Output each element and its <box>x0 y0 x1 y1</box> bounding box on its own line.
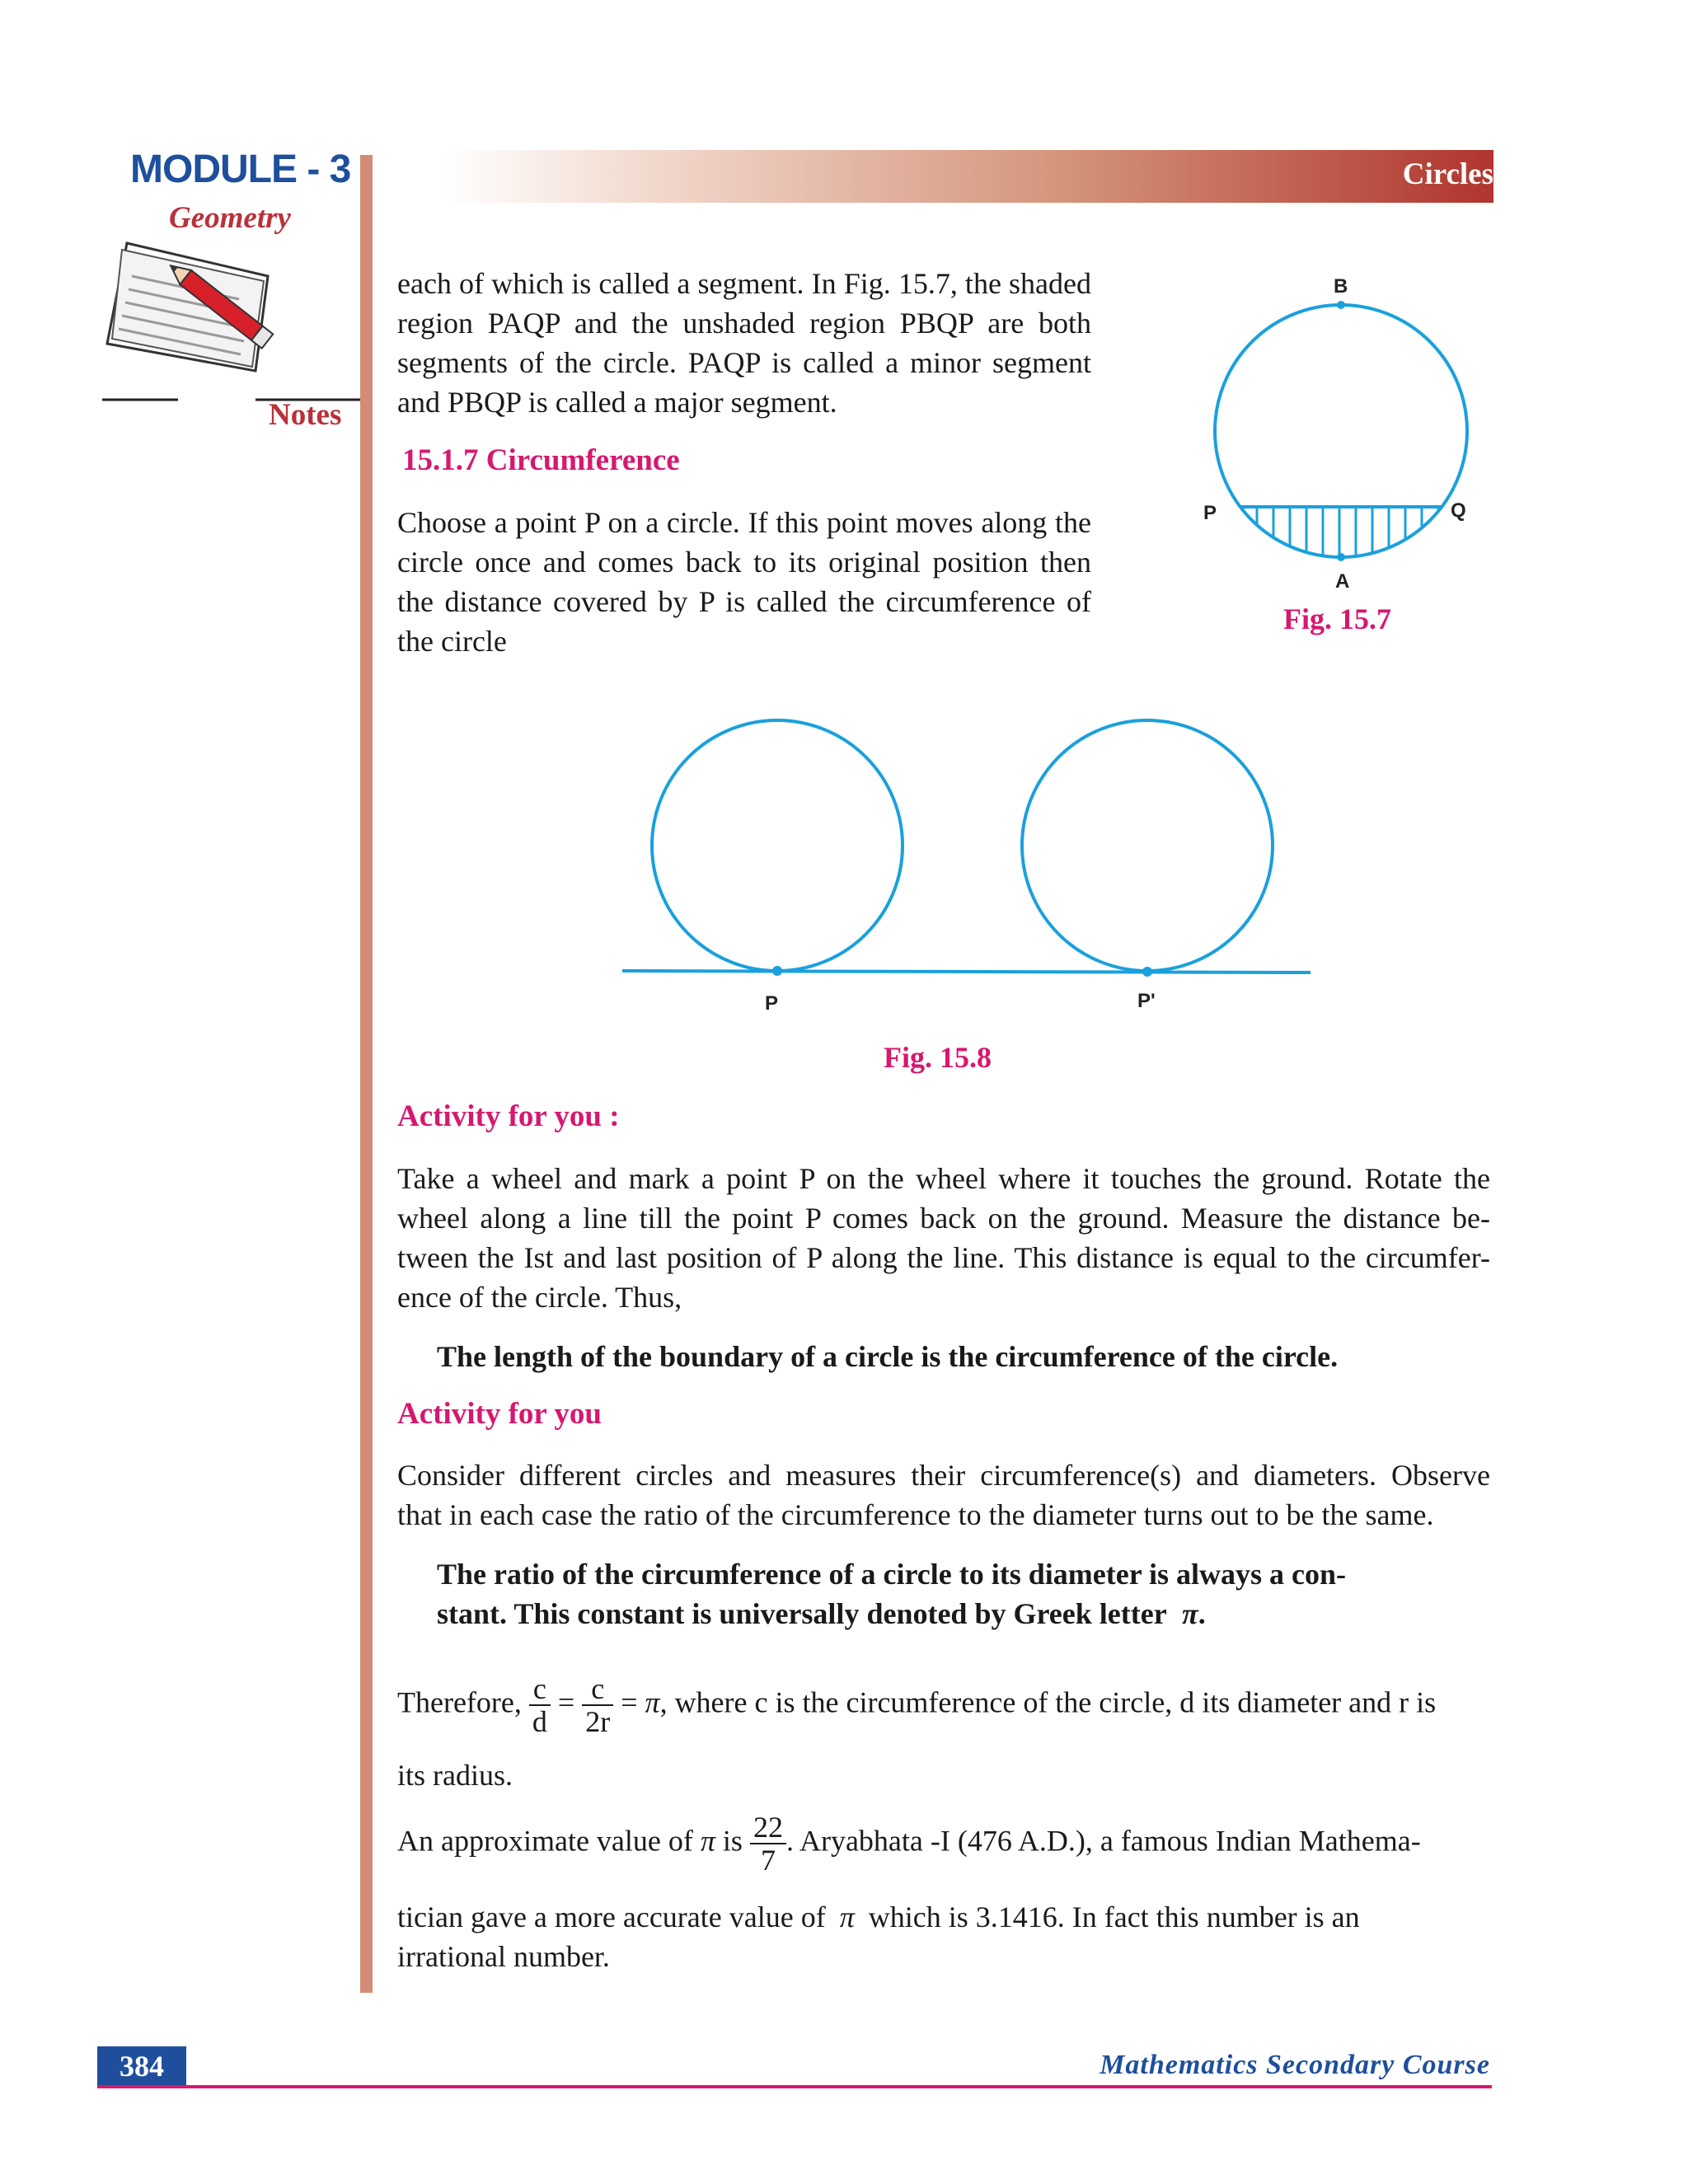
label-a: A <box>1335 570 1350 593</box>
text-line: Choose a point P on a circle. If this point moves along the <box>397 506 1091 539</box>
text-line: tween the Ist and last position of P along the line. This distance is equal to the circumfer- <box>397 1241 1490 1274</box>
point-a <box>1337 553 1345 561</box>
denominator: d <box>532 1705 547 1738</box>
equals-sign: = <box>621 1685 638 1719</box>
approx-is: is <box>722 1824 743 1858</box>
label-p: P <box>1203 502 1217 524</box>
margin-bar <box>360 155 373 1993</box>
boundary-statement: The length of the boundary of a circle is the circumference of the circle. <box>437 1340 1339 1373</box>
approx-line-2 <box>397 1897 1490 1937</box>
figure-15-8 <box>610 709 1319 1030</box>
text-line: the circle <box>397 625 507 658</box>
notes-label: Notes <box>269 398 342 432</box>
ratio-statement: The ratio of the circumference of a circle to its diameter is always a con- stant. This constant is universally denoted by Greek letter π. <box>437 1554 1451 1633</box>
activity-heading-2: Activity for you <box>397 1397 602 1431</box>
text-line: that in each case the ratio of the circumference to the diameter turns out to be the same. <box>397 1498 1434 1531</box>
approx-line2-b: which is 3.1416. In fact this number is an <box>868 1900 1360 1933</box>
denominator: 7 <box>760 1844 776 1877</box>
pi-symbol: π <box>839 1900 855 1933</box>
figure-15-8-caption: Fig. 15.8 <box>884 1041 992 1074</box>
text-line: ence of the circle. Thus, <box>397 1281 682 1314</box>
module-title: MODULE - 3 <box>130 148 351 191</box>
footer-course-title: Mathematics Secondary Course <box>1100 2050 1490 2080</box>
formula-suffix: , where c is the circumference of the circle, d its diameter and r is <box>659 1685 1437 1719</box>
ground-line <box>622 971 1311 972</box>
denominator: 2r <box>585 1705 611 1738</box>
equals-sign: = <box>557 1685 575 1719</box>
circle-second-position <box>1022 720 1273 971</box>
formula-prefix: Therefore, <box>397 1685 522 1719</box>
figure-15-7 <box>1179 268 1492 614</box>
section-heading: 15.1.7 Circumference <box>402 443 680 477</box>
text-line: the distance covered by P is called the circumference of <box>397 585 1091 618</box>
approx-suffix: . Aryabhata -I (476 A.D.), a famous Indian Mathema- <box>785 1824 1421 1858</box>
text-line: circle once and comes back to its original position then <box>397 546 1091 579</box>
notes-icon <box>99 235 371 416</box>
point-p <box>772 966 782 976</box>
circumference-definition <box>397 503 1091 661</box>
label-p: P <box>765 992 779 1015</box>
text-line: wheel along a line till the point P comes back on the ground. Measure the distance be- <box>397 1202 1490 1235</box>
approx-line <box>397 1811 1490 1876</box>
numerator: c <box>529 1673 551 1706</box>
numerator: c <box>582 1673 613 1706</box>
footer-rule <box>97 2085 1492 2088</box>
figure-15-7-caption: Fig. 15.7 <box>1283 602 1391 635</box>
label-b: B <box>1334 275 1348 298</box>
fraction-22-over-7 <box>750 1811 786 1876</box>
text-line: stant. This constant is universally denoted by Greek letter <box>437 1597 1167 1630</box>
text-line: The ratio of the circumference of a circle to its diameter is always a con- <box>437 1558 1347 1591</box>
approx-line2-a: tician gave a more accurate value of <box>397 1900 826 1933</box>
circle-first-position <box>652 720 903 971</box>
point-b <box>1337 301 1345 309</box>
chapter-title: Circles <box>1402 157 1493 191</box>
module-subtitle: Geometry <box>169 201 291 235</box>
chapter-header-band <box>445 150 1493 203</box>
segment-intro-paragraph <box>397 264 1091 422</box>
formula-continuation: its radius. <box>397 1759 513 1792</box>
text-line: segments of the circle. PAQP is called a minor segment <box>397 346 1091 379</box>
activity-heading-1: Activity for you : <box>397 1099 620 1133</box>
pi-symbol: π <box>700 1824 715 1858</box>
fraction-c-over-d <box>529 1673 551 1737</box>
circle-outline <box>1215 305 1467 557</box>
activity-2-paragraph <box>397 1455 1490 1535</box>
text-line: each of which is called a segment. In Fig. 15.7, the shaded <box>397 267 1091 300</box>
text-line: Consider different circles and measures their circumference(s) and diameters. Observe <box>397 1459 1490 1492</box>
pi-symbol: π <box>1182 1597 1198 1630</box>
approx-prefix: An approximate value of <box>397 1824 693 1858</box>
pi-symbol: π <box>645 1685 660 1719</box>
text-line: region PAQP and the unshaded region PBQP are both <box>397 307 1091 340</box>
point-p-prime <box>1142 967 1152 977</box>
label-p-prime: P' <box>1137 990 1156 1012</box>
text-line: and PBQP is called a major segment. <box>397 386 837 419</box>
fraction-c-over-2r <box>582 1673 613 1737</box>
text-line: Take a wheel and mark a point P on the wheel where it touches the ground. Rotate the <box>397 1162 1490 1195</box>
approx-line-3: irrational number. <box>397 1940 610 1973</box>
numerator: 22 <box>750 1811 786 1844</box>
activity-1-paragraph <box>397 1159 1490 1317</box>
formula-line <box>397 1673 1490 1737</box>
label-q: Q <box>1451 499 1466 522</box>
page-number: 384 <box>97 2046 186 2086</box>
